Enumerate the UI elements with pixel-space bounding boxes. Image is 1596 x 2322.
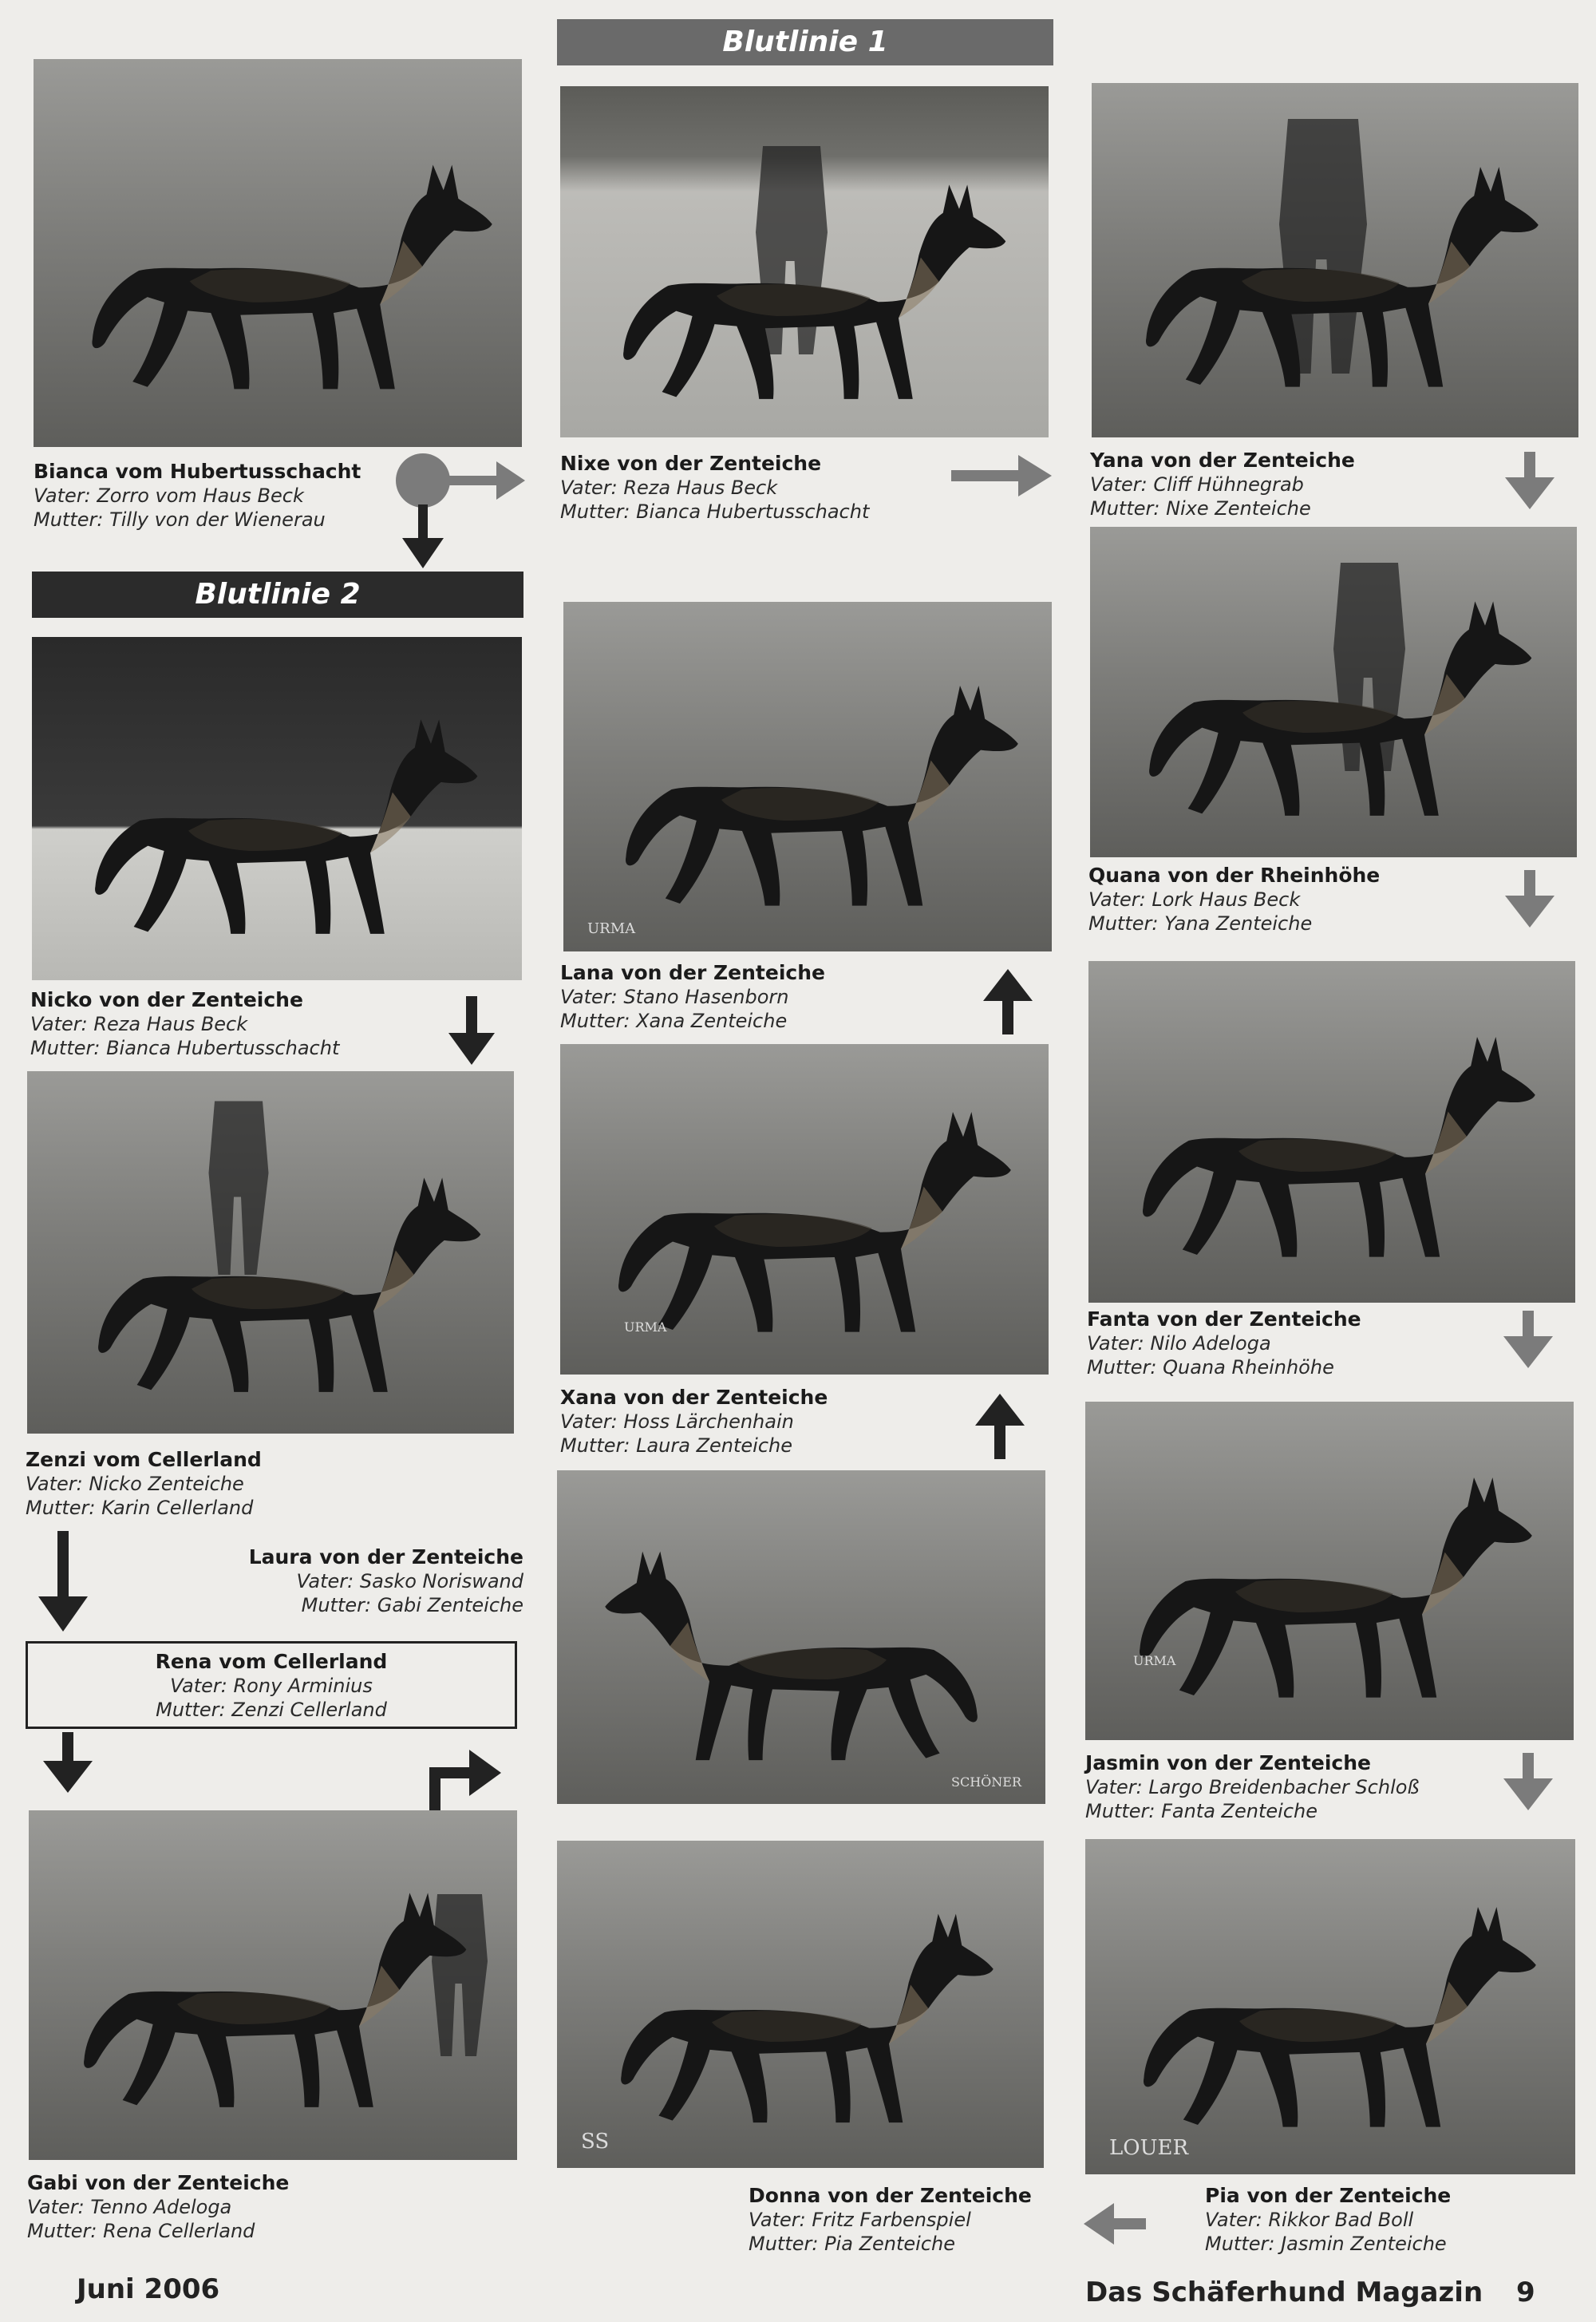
page-number: 9 — [1516, 2277, 1535, 2308]
dog-mutter: Mutter: Yana Zenteiche — [1088, 912, 1313, 935]
caption-nixe — [560, 452, 869, 524]
photo-xana — [560, 1044, 1049, 1375]
dog-silhouette — [560, 86, 1049, 437]
dog-silhouette — [29, 1810, 517, 2160]
photo-watermark: URMA — [587, 920, 636, 937]
caption-lana — [560, 961, 825, 1033]
caption-pia — [1205, 2184, 1451, 2256]
arrow-down-icon — [35, 1531, 91, 1635]
arrow-up-icon — [980, 967, 1036, 1034]
photo-watermark: LOUER — [1109, 2136, 1189, 2160]
caption-rena-box — [26, 1641, 517, 1729]
dog-vater: Vater: Nilo Adeloga — [1087, 1332, 1271, 1355]
photo-nicko — [32, 637, 522, 980]
dog-silhouette — [32, 637, 522, 980]
photo-zenzi — [27, 1071, 514, 1434]
photo-fanta — [1088, 961, 1575, 1303]
dog-silhouette — [563, 602, 1052, 951]
caption-fanta — [1087, 1307, 1361, 1379]
dog-name: Bianca vom Hubertusschacht — [34, 460, 361, 483]
blutlinie-1-banner: Blutlinie 1 — [557, 19, 1053, 65]
dog-name: Nixe von der Zenteiche — [560, 452, 822, 475]
caption-donna — [749, 2184, 1032, 2256]
photo-watermark: URMA — [1133, 1653, 1176, 1668]
dog-name: Laura von der Zenteiche — [248, 1545, 523, 1568]
arrow-down-icon — [40, 1732, 96, 1796]
arrow-down-icon — [444, 996, 500, 1068]
dog-silhouette — [557, 1841, 1044, 2168]
dog-name: Nicko von der Zenteiche — [30, 988, 303, 1011]
connector-arrow-icon — [391, 449, 535, 576]
caption-bianca — [34, 460, 361, 532]
photo-watermark: URMA — [624, 1319, 667, 1335]
dog-vater: Vater: Zorro vom Haus Beck — [34, 485, 304, 507]
photo-watermark: SCHÖNER — [951, 1774, 1021, 1790]
dog-name: Rena vom Cellerland — [155, 1650, 388, 1673]
arrow-down-icon — [1502, 870, 1558, 931]
dog-vater: Vater: Fritz Farbenspiel — [749, 2209, 971, 2231]
dog-mutter: Mutter: Nixe Zenteiche — [1090, 497, 1311, 520]
caption-xana — [560, 1386, 828, 1458]
dog-vater: Vater: Largo Breidenbacher Schloß — [1085, 1776, 1420, 1798]
dog-silhouette — [34, 59, 522, 447]
dog-name: Donna von der Zenteiche — [749, 2184, 1032, 2207]
dog-mutter: Mutter: Tilly von der Wienerau — [34, 508, 326, 531]
arrow-down-icon — [1502, 452, 1558, 512]
arrow-down-icon — [1500, 1753, 1556, 1814]
dog-mutter: Mutter: Pia Zenteiche — [749, 2233, 955, 2255]
dog-vater: Vater: Lork Haus Beck — [1088, 888, 1301, 911]
dog-mutter: Mutter: Fanta Zenteiche — [1085, 1800, 1317, 1822]
dog-mutter: Mutter: Gabi Zenteiche — [301, 1594, 523, 1616]
dog-mutter: Mutter: Rena Cellerland — [27, 2220, 255, 2242]
photo-lana — [563, 602, 1052, 951]
dog-name: Quana von der Rheinhöhe — [1088, 864, 1381, 887]
dog-vater: Vater: Sasko Noriswand — [296, 1570, 523, 1592]
arrow-right-icon — [951, 452, 1055, 500]
dog-mutter: Mutter: Zenzi Cellerland — [156, 1699, 387, 1721]
footer-magazine — [1085, 2277, 1535, 2308]
photo-nixe — [560, 86, 1049, 437]
dog-name: Zenzi vom Cellerland — [26, 1448, 262, 1471]
caption-nicko — [30, 988, 339, 1060]
photo-yana — [1092, 83, 1578, 437]
dog-silhouette — [1085, 1839, 1575, 2174]
dog-mutter: Mutter: Bianca Hubertusschacht — [560, 500, 870, 523]
arrow-up-right-icon — [423, 1746, 503, 1810]
dog-name: Fanta von der Zenteiche — [1087, 1307, 1361, 1331]
dog-vater: Vater: Rony Arminius — [170, 1675, 373, 1697]
dog-mutter: Mutter: Jasmin Zenteiche — [1205, 2233, 1447, 2255]
dog-name: Jasmin von der Zenteiche — [1085, 1751, 1371, 1774]
dog-name: Pia von der Zenteiche — [1205, 2184, 1452, 2207]
dog-vater: Vater: Nicko Zenteiche — [26, 1473, 244, 1495]
dog-mutter: Mutter: Xana Zenteiche — [560, 1010, 788, 1032]
dog-silhouette — [27, 1071, 514, 1434]
caption-laura — [200, 1545, 523, 1617]
photo-bianca — [34, 59, 522, 447]
dog-vater: Vater: Stano Hasenborn — [560, 986, 789, 1008]
dog-vater: Vater: Rikkor Bad Boll — [1205, 2209, 1414, 2231]
caption-quana — [1088, 864, 1380, 936]
dog-name: Yana von der Zenteiche — [1090, 449, 1355, 472]
photo-donna — [557, 1841, 1044, 2168]
photo-gabi — [29, 1810, 517, 2160]
dog-name: Xana von der Zenteiche — [560, 1386, 828, 1409]
dog-mutter: Mutter: Karin Cellerland — [26, 1497, 254, 1519]
dog-name: Lana von der Zenteiche — [560, 961, 825, 984]
arrow-up-icon — [972, 1392, 1028, 1459]
dog-silhouette — [1085, 1402, 1574, 1740]
dog-vater: Vater: Reza Haus Beck — [30, 1013, 248, 1035]
photo-quana — [1090, 527, 1577, 857]
dog-vater: Vater: Tenno Adeloga — [27, 2196, 232, 2218]
footer-date: Juni 2006 — [77, 2273, 220, 2305]
dog-vater: Vater: Hoss Lärchenhain — [560, 1410, 794, 1433]
dog-mutter: Mutter: Quana Rheinhöhe — [1087, 1356, 1334, 1379]
dog-mutter: Mutter: Laura Zenteiche — [560, 1434, 793, 1457]
caption-gabi — [27, 2171, 289, 2243]
dog-silhouette — [557, 1470, 1045, 1804]
magazine-title: Das Schäferhund Magazin — [1085, 2277, 1483, 2308]
dog-silhouette — [1088, 961, 1575, 1303]
caption-zenzi — [26, 1448, 262, 1520]
caption-yana — [1090, 449, 1355, 520]
arrow-left-icon — [1082, 2200, 1146, 2248]
photo-pia — [1085, 1839, 1575, 2174]
dog-silhouette — [1092, 83, 1578, 437]
dog-silhouette — [1090, 527, 1577, 857]
dog-vater: Vater: Cliff Hühnegrab — [1090, 473, 1304, 496]
dog-name: Gabi von der Zenteiche — [27, 2171, 290, 2194]
photo-jasmin — [1085, 1402, 1574, 1740]
caption-jasmin — [1085, 1751, 1420, 1823]
photo-laura — [557, 1470, 1045, 1804]
blutlinie-2-banner: Blutlinie 2 — [32, 572, 523, 618]
dog-mutter: Mutter: Bianca Hubertusschacht — [30, 1037, 340, 1059]
dog-vater: Vater: Reza Haus Beck — [560, 477, 778, 499]
arrow-down-icon — [1500, 1311, 1556, 1371]
photo-watermark: SS — [581, 2130, 610, 2154]
